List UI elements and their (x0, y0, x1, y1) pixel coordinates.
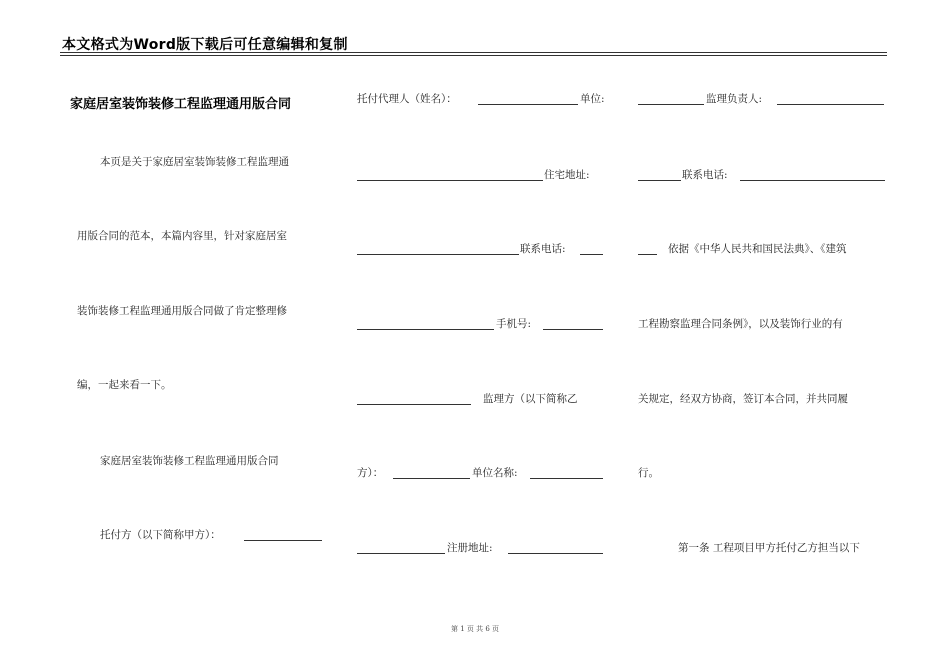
reg-address-blank (508, 553, 603, 554)
basis-line-1: 依据《中华人民共和国民法典》、《建筑 (668, 243, 847, 255)
supervisor-label: 监理方（以下简称乙 (483, 393, 578, 405)
agent-label: 托付代理人（姓名）： (357, 93, 457, 105)
basis-line-2: 工程勘察监理合同条例》，以及装饰行业的有 (638, 318, 843, 330)
unit-name-label: 单位名称: (472, 467, 518, 479)
header-rule-bottom (60, 55, 887, 56)
reg-address-label: 注册地址: (447, 542, 493, 554)
unit-label: 单位: (580, 93, 605, 105)
address-blank (357, 254, 519, 255)
address-blank-col3 (638, 180, 681, 181)
document-header: 本文格式为Word版下载后可任意编辑和复制 (62, 37, 348, 53)
client-blank (244, 540, 322, 541)
phone-blank (580, 254, 603, 255)
chief-phone-label: 联系电话: (682, 169, 728, 181)
agent-blank (478, 104, 578, 105)
mobile-blank (543, 329, 603, 330)
basis-line-3: 关规定，经双方协商，签订本合同，并共同履 (638, 393, 848, 405)
mobile-blank-cont (357, 404, 471, 405)
intro-line-1: 本页是关于家庭居室装饰装修工程监理通 (100, 156, 289, 168)
chief-label: 监理负责人: (706, 93, 763, 105)
unit-name-blank (530, 478, 603, 479)
article-1: 第一条 工程项目甲方托付乙方担当以下 (678, 542, 860, 554)
address-label: 住宅地址: (544, 169, 590, 181)
intro-line-2: 用版合同的范本，本篇内容里，针对家庭居室 (77, 230, 287, 242)
contract-subtitle: 家庭居室装饰装修工程监理通用版合同 (100, 455, 279, 467)
page-footer: 第 1 页 共 6 页 (450, 625, 500, 633)
supervisor-blank (393, 478, 470, 479)
intro-line-3: 装饰装修工程监理通用版合同做了肯定整理修 (77, 305, 287, 317)
basis-line-4: 行。 (638, 467, 659, 479)
contract-title: 家庭居室装饰装修工程监理通用版合同 (70, 97, 292, 112)
supervisor-label-cont: 方）： (357, 467, 384, 479)
phone-blank-cont (357, 329, 494, 330)
intro-line-4: 编，一起来看一下。 (77, 379, 172, 391)
chief-phone-blank (740, 180, 885, 181)
unit-name-blank-cont (357, 553, 445, 554)
header-rule-top (60, 52, 887, 53)
unit-blank (357, 180, 543, 181)
phone-blank-col3 (638, 254, 657, 255)
unit-blank-col3 (638, 104, 704, 105)
client-label: 托付方（以下简称甲方）： (100, 529, 221, 541)
mobile-label: 手机号: (496, 318, 532, 330)
phone-label: 联系电话: (520, 243, 566, 255)
chief-blank (777, 104, 884, 105)
